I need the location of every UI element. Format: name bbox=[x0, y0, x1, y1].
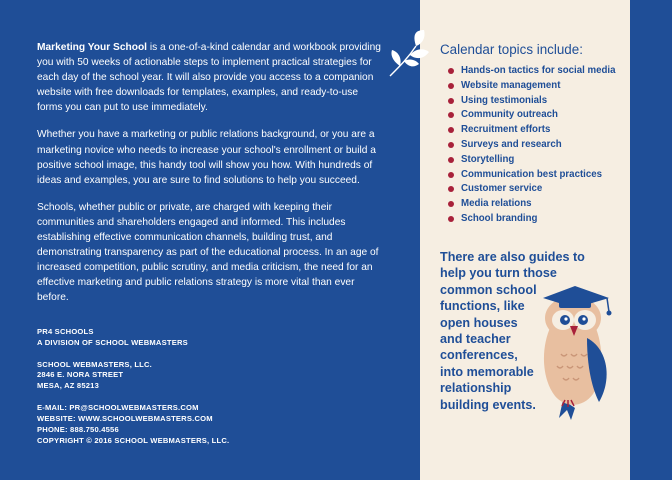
imprint-division: A DIVISION OF SCHOOL WEBMASTERS bbox=[37, 337, 188, 347]
topic-label: Hands-on tactics for social media bbox=[461, 65, 616, 76]
guides-line: functions, like bbox=[440, 299, 525, 314]
topic-label: Recruitment efforts bbox=[461, 124, 551, 136]
intro-paragraph-2: Whether you have a marketing or public relations background, or you are a marketing novice who needs to increase your school's enrollment or build a positive school image, this handy tool will show you how. With hundreds of ideas and examples, you are sure to find solutions to help you succeed. bbox=[37, 129, 376, 186]
guides-line: relationship bbox=[440, 381, 512, 396]
list-item bbox=[444, 108, 624, 123]
book-title: Marketing Your School bbox=[37, 42, 148, 53]
bullet-icon bbox=[448, 127, 454, 133]
company-name: SCHOOL WEBMASTERS, LLC. bbox=[37, 359, 152, 369]
topic-label: Communication best practices bbox=[461, 168, 603, 180]
list-item bbox=[444, 138, 624, 153]
address-block bbox=[37, 360, 367, 392]
imprint-block bbox=[37, 327, 367, 349]
topic-label: School branding bbox=[461, 212, 538, 224]
street-address: 2846 E. NORA STREET bbox=[37, 370, 124, 380]
topic-label: Surveys and research bbox=[461, 138, 562, 150]
bullet-icon bbox=[448, 98, 454, 104]
website-line: WEBSITE: WWW.SCHOOLWEBMASTERS.COM bbox=[37, 413, 213, 423]
guides-line: building events. bbox=[440, 397, 536, 412]
phone-line: PHONE: 888.750.4556 bbox=[37, 424, 119, 434]
topics-title: Calendar topics include: bbox=[440, 42, 583, 57]
intro-text bbox=[37, 40, 382, 318]
list-item bbox=[444, 212, 624, 227]
contact-block bbox=[37, 403, 367, 435]
list-item bbox=[444, 153, 624, 168]
intro-paragraph-3: Schools, whether public or private, are charged with keeping their communities and shareholders engaged and informed. This includes establishing effective communication channels, building trust, and demonstrating transparency as part of the educational process. In an age of increased competition, public scrutiny, and media criticism, the need for an effective marketing and public relations strategy is more vital than ever before. bbox=[37, 201, 379, 304]
bullet-icon bbox=[448, 186, 454, 192]
email-line: E-MAIL: PR@SCHOOLWEBMASTERS.COM bbox=[37, 402, 199, 412]
guides-line: into memorable bbox=[440, 364, 534, 379]
list-item bbox=[444, 168, 624, 183]
city-state-zip: MESA, AZ 85213 bbox=[37, 381, 100, 391]
intro-paragraph-1 bbox=[37, 40, 382, 115]
guides-line: conferences, bbox=[440, 348, 518, 363]
guides-line: and teacher bbox=[440, 332, 511, 347]
bullet-icon bbox=[448, 201, 454, 207]
copyright: COPYRIGHT © 2016 SCHOOL WEBMASTERS, LLC. bbox=[37, 436, 230, 445]
owl-illustration bbox=[537, 282, 615, 422]
topic-label: Storytelling bbox=[461, 153, 515, 165]
bullet-icon bbox=[448, 68, 454, 74]
topic-label: Community outreach bbox=[461, 109, 558, 121]
list-item bbox=[444, 123, 624, 138]
list-item bbox=[444, 64, 624, 79]
guides-line: help you turn those bbox=[440, 266, 557, 281]
bullet-icon bbox=[448, 172, 454, 178]
topic-label: Media relations bbox=[461, 198, 532, 210]
right-edge-strip bbox=[630, 0, 672, 480]
publisher-info bbox=[37, 327, 367, 446]
topic-label: Website management bbox=[461, 79, 561, 91]
imprint-name: PR4 SCHOOLS bbox=[37, 327, 94, 336]
list-item bbox=[444, 182, 624, 197]
bullet-icon bbox=[448, 142, 454, 148]
guides-line: There are also guides to bbox=[440, 250, 585, 264]
list-item bbox=[444, 94, 624, 109]
bullet-icon bbox=[448, 157, 454, 163]
intro-lead-text: is a one-of-a-kind calendar and workbook providing you with 50 weeks of actionable steps to implement practical strategies for each day of the school year. It will also provide you access to a companion website with free downloads for templates, examples, and ready-to-use forms you can put to use immediately. bbox=[37, 42, 381, 114]
bullet-icon bbox=[448, 83, 454, 89]
list-item bbox=[444, 79, 624, 94]
guides-line: open houses bbox=[440, 315, 518, 330]
list-item bbox=[444, 197, 624, 212]
guides-line: common school bbox=[440, 282, 537, 297]
bullet-icon bbox=[448, 216, 454, 222]
topics-list bbox=[444, 64, 624, 227]
topic-label: Using testimonials bbox=[461, 94, 548, 106]
leaf-icon bbox=[386, 28, 430, 78]
bullet-icon bbox=[448, 112, 454, 118]
topic-label: Customer service bbox=[461, 183, 543, 195]
